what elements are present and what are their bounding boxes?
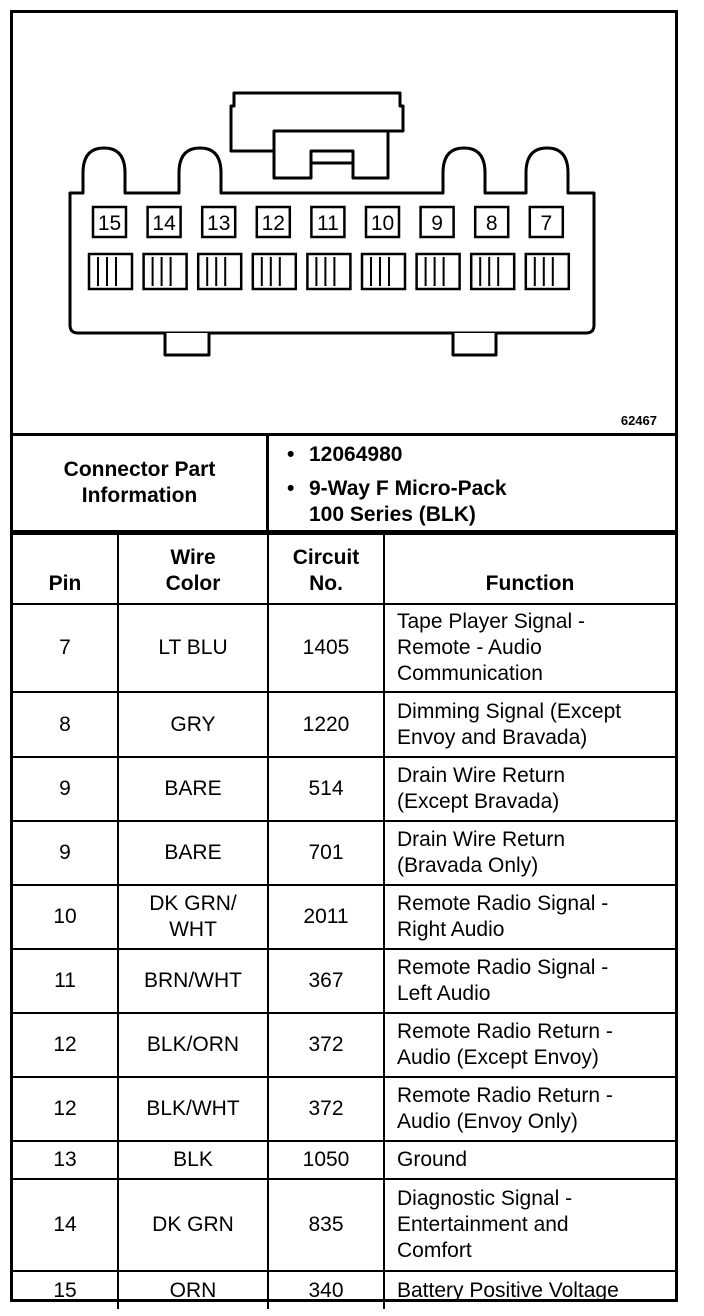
part-number: 12064980 bbox=[309, 443, 403, 466]
bullet-icon: • bbox=[287, 443, 295, 466]
part-description-line1: 9-Way F Micro-Pack bbox=[309, 477, 507, 500]
pin-slot bbox=[198, 254, 241, 289]
cell-pin: 10 bbox=[13, 885, 118, 949]
cell-circuit: 1405 bbox=[268, 604, 384, 692]
table-row bbox=[13, 1141, 675, 1179]
cell-pin: 14 bbox=[13, 1179, 118, 1271]
cell-wire-color: BLK/ORN bbox=[118, 1013, 268, 1077]
cell-pin: 11 bbox=[13, 949, 118, 1013]
pin-label-group bbox=[93, 207, 563, 237]
cell-function: Tape Player Signal - Remote - Audio Communication bbox=[384, 604, 675, 692]
table-row bbox=[13, 757, 675, 821]
pin-slot bbox=[144, 254, 187, 289]
cell-pin: 9 bbox=[13, 821, 118, 885]
cell-pin: 13 bbox=[13, 1141, 118, 1179]
table-row bbox=[13, 1077, 675, 1141]
part-description-line2: 100 Series (BLK) bbox=[309, 503, 476, 526]
cell-wire-color: BLK bbox=[118, 1141, 268, 1179]
connector-bottom-tab-right bbox=[453, 333, 496, 355]
pin-slot bbox=[362, 254, 405, 289]
table-row bbox=[13, 949, 675, 1013]
header-wire-color: Wire Color bbox=[118, 534, 268, 604]
cell-pin: 7 bbox=[13, 604, 118, 692]
cell-function: Diagnostic Signal - Entertainment and Comfort bbox=[384, 1179, 675, 1271]
cell-pin: 12 bbox=[13, 1013, 118, 1077]
pin-number-label: 12 bbox=[261, 212, 285, 235]
table-row bbox=[13, 1013, 675, 1077]
cell-circuit: 372 bbox=[268, 1077, 384, 1141]
pin-number-label: 11 bbox=[316, 212, 339, 235]
pin-table-body bbox=[13, 604, 675, 1309]
pin-number-label: 15 bbox=[97, 212, 122, 235]
cell-function: Dimming Signal (Except Envoy and Bravada) bbox=[384, 692, 675, 757]
table-row bbox=[13, 885, 675, 949]
pin-slot bbox=[526, 254, 569, 289]
cell-circuit: 372 bbox=[268, 1013, 384, 1077]
connector-body bbox=[70, 148, 594, 333]
connector-bottom-tab-left bbox=[165, 333, 209, 355]
cell-circuit: 367 bbox=[268, 949, 384, 1013]
header-pin: Pin bbox=[13, 534, 118, 604]
pin-table-header bbox=[13, 534, 675, 604]
table-row bbox=[13, 1179, 675, 1271]
part-description-item bbox=[287, 476, 675, 502]
cell-function: Remote Radio Signal - Right Audio bbox=[384, 885, 675, 949]
pin-number-label: 14 bbox=[152, 212, 176, 235]
part-number-item bbox=[287, 442, 675, 468]
cell-circuit: 835 bbox=[268, 1179, 384, 1271]
cell-circuit: 514 bbox=[268, 757, 384, 821]
cell-function: Remote Radio Return - Audio (Except Envoy) bbox=[384, 1013, 675, 1077]
part-info-list bbox=[269, 436, 675, 530]
cell-function: Ground bbox=[384, 1141, 675, 1179]
table-row bbox=[13, 604, 675, 692]
connector-drawing bbox=[13, 13, 675, 433]
pin-slot bbox=[471, 254, 514, 289]
pin-number-label: 13 bbox=[207, 212, 231, 235]
cell-function: Battery Positive Voltage bbox=[384, 1271, 675, 1309]
cell-function: Remote Radio Return - Audio (Envoy Only) bbox=[384, 1077, 675, 1141]
cell-wire-color: GRY bbox=[118, 692, 268, 757]
pin-number-label: 7 bbox=[540, 212, 553, 235]
cell-wire-color: DK GRN bbox=[118, 1179, 268, 1271]
pin-slot bbox=[417, 254, 460, 289]
cell-pin: 12 bbox=[13, 1077, 118, 1141]
cell-wire-color: BRN/WHT bbox=[118, 949, 268, 1013]
pin-slot bbox=[253, 254, 296, 289]
pin-slot-group bbox=[89, 254, 569, 289]
table-row bbox=[13, 1271, 675, 1309]
table-row bbox=[13, 821, 675, 885]
connector-top-key-inner bbox=[274, 131, 388, 178]
pin-number-label: 10 bbox=[370, 212, 395, 235]
bullet-icon: • bbox=[287, 477, 295, 500]
cell-function: Remote Radio Signal - Left Audio bbox=[384, 949, 675, 1013]
cell-circuit: 1220 bbox=[268, 692, 384, 757]
connector-diagram-frame bbox=[10, 10, 678, 1302]
cell-function: Drain Wire Return (Except Bravada) bbox=[384, 757, 675, 821]
pin-table bbox=[13, 533, 675, 1309]
header-function: Function bbox=[384, 534, 675, 604]
cell-circuit: 2011 bbox=[268, 885, 384, 949]
cell-circuit: 701 bbox=[268, 821, 384, 885]
cell-pin: 9 bbox=[13, 757, 118, 821]
cell-wire-color: LT BLU bbox=[118, 604, 268, 692]
connector-part-info bbox=[13, 433, 675, 533]
part-description-item-cont bbox=[309, 502, 675, 528]
cell-wire-color: ORN bbox=[118, 1271, 268, 1309]
figure-id: 62467 bbox=[620, 413, 657, 428]
pin-slot bbox=[89, 254, 132, 289]
part-info-title: Connector Part Information bbox=[13, 436, 269, 530]
header-circuit-no: Circuit No. bbox=[268, 534, 384, 604]
connector-svg bbox=[13, 13, 675, 433]
pin-slot bbox=[307, 254, 350, 289]
cell-wire-color: BLK/WHT bbox=[118, 1077, 268, 1141]
cell-circuit: 340 bbox=[268, 1271, 384, 1309]
cell-wire-color: BARE bbox=[118, 821, 268, 885]
pin-number-label: 8 bbox=[485, 212, 498, 235]
cell-wire-color: DK GRN/ WHT bbox=[118, 885, 268, 949]
connector-top-key bbox=[231, 93, 403, 151]
pin-number-label: 9 bbox=[431, 212, 443, 235]
table-row bbox=[13, 692, 675, 757]
cell-circuit: 1050 bbox=[268, 1141, 384, 1179]
cell-pin: 15 bbox=[13, 1271, 118, 1309]
cell-function: Drain Wire Return (Bravada Only) bbox=[384, 821, 675, 885]
cell-wire-color: BARE bbox=[118, 757, 268, 821]
cell-pin: 8 bbox=[13, 692, 118, 757]
